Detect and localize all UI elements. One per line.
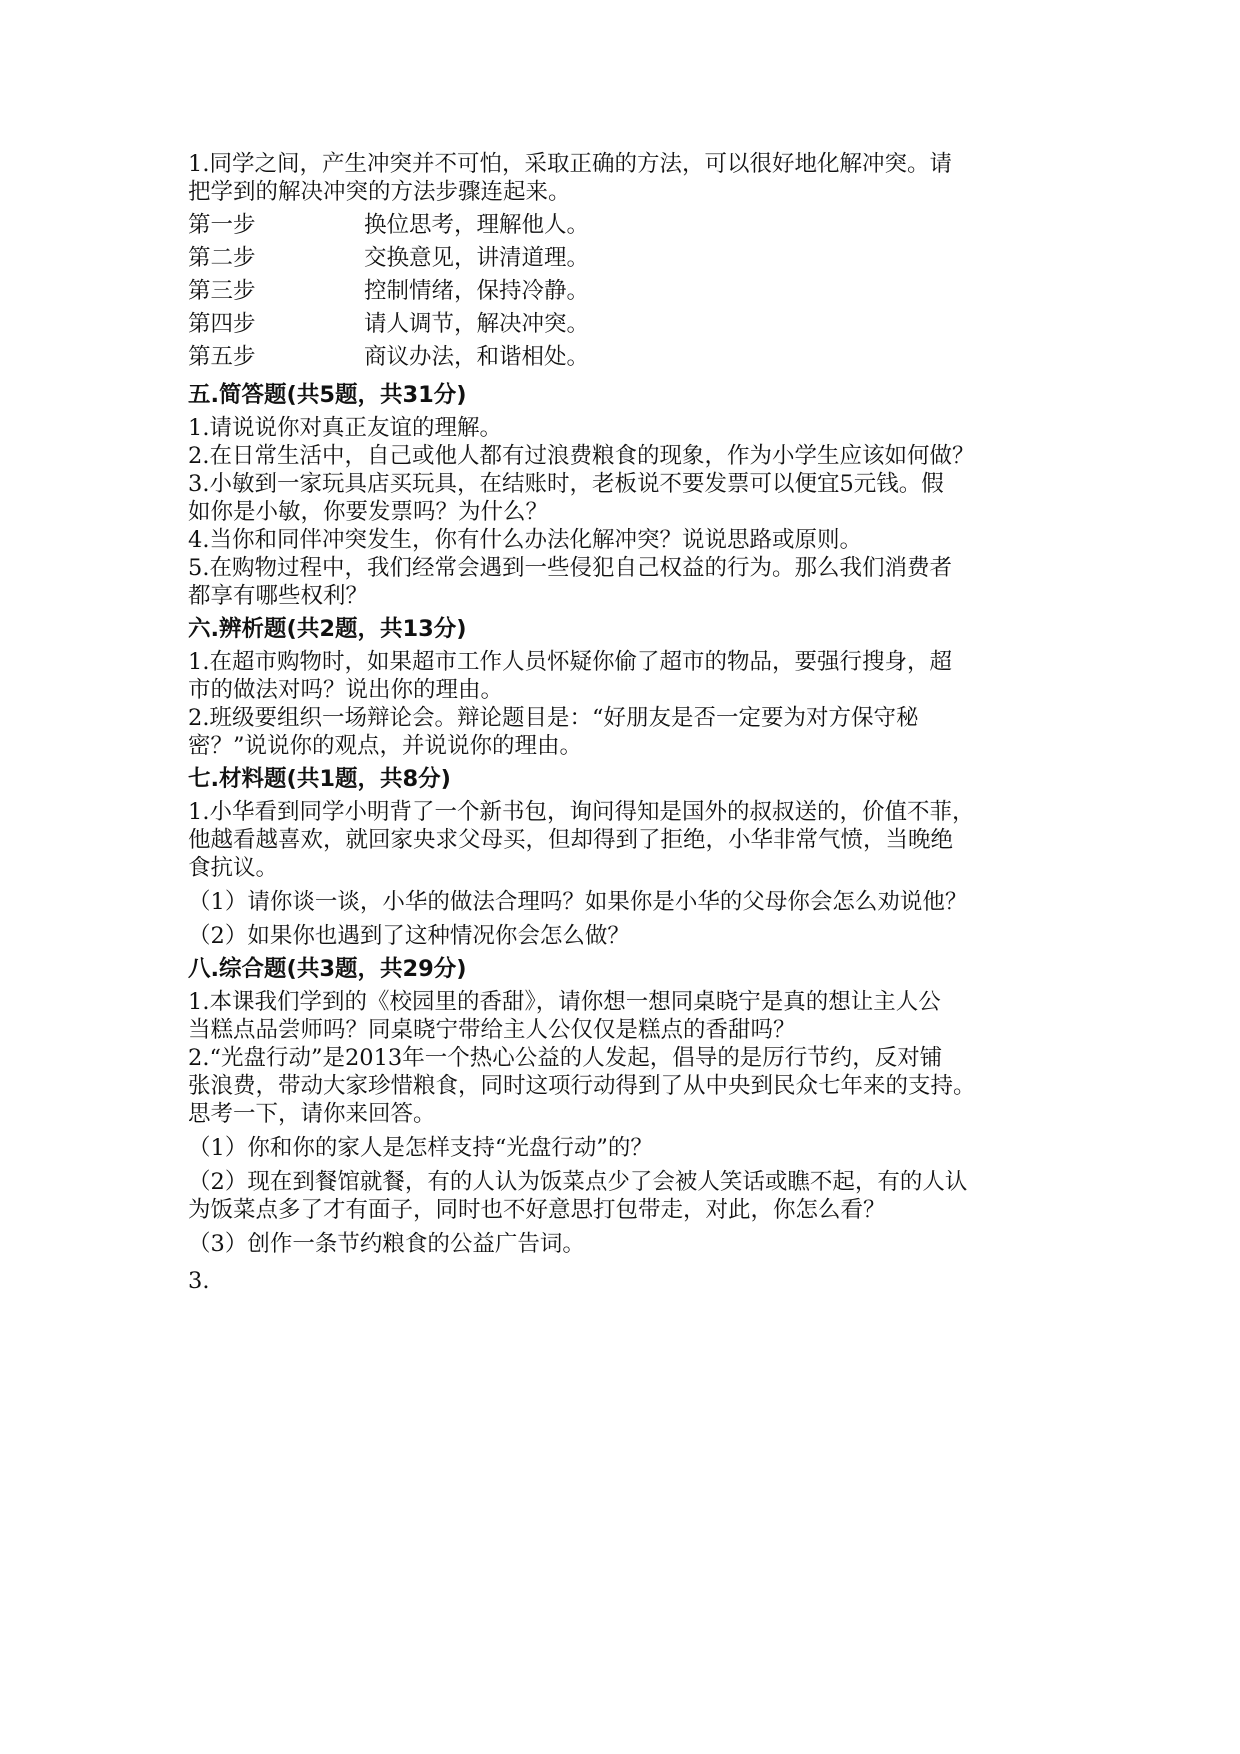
step-text: 交换意见，讲清道理。	[364, 245, 590, 271]
question-text: 当糕点品尝师吗？同桌晓宁带给主人公仅仅是糕点的香甜吗？	[188, 1017, 796, 1043]
sub-question: （2）现在到餐馆就餐，有的人认为饭菜点少了会被人笑话或瞧不起，有的人认	[188, 1169, 968, 1195]
question-text: 2.班级要组织一场辩论会。辩论题目是：“好朋友是否一定要为对方保守秘	[188, 705, 919, 731]
sub-question: （2）如果你也遇到了这种情况你会怎么做？	[188, 923, 630, 949]
step-row	[188, 310, 1058, 343]
question-text: 食抗议。	[188, 855, 279, 881]
question-text: 他越看越喜欢，就回家央求父母买，但却得到了拒绝，小华非常气愤，当晚绝	[188, 827, 954, 853]
question-text: 思考一下，请你来回答。	[188, 1101, 436, 1127]
section-heading: 八.综合题(共3题，共29分)	[188, 956, 467, 982]
question-text: 1.在超市购物时，如果超市工作人员怀疑你偷了超市的物品，要强行搜身，超	[188, 649, 952, 675]
step-row	[188, 343, 1058, 376]
section-heading: 七.材料题(共1题，共8分)	[188, 766, 451, 792]
question-text: 2.“光盘行动”是2013年一个热心公益的人发起，倡导的是厉行节约，反对铺	[188, 1045, 943, 1071]
sub-question: （1）请你谈一谈，小华的做法合理吗？如果你是小华的父母你会怎么劝说他？	[188, 889, 968, 915]
question-text: 把学到的解决冲突的方法步骤连起来。	[188, 179, 571, 205]
step-row	[188, 277, 1058, 310]
step-text: 控制情绪，保持冷静。	[364, 278, 590, 304]
question-text: 1.请说说你对真正友谊的理解。	[188, 415, 502, 441]
step-row	[188, 244, 1058, 277]
question-text: 1.同学之间，产生冲突并不可怕，采取正确的方法，可以很好地化解冲突。请	[188, 151, 952, 177]
sub-question: 为饭菜点多了才有面子，同时也不好意思打包带走，对此，你怎么看？	[188, 1197, 886, 1223]
question-number: 3.	[188, 1268, 210, 1294]
step-label: 第三步	[188, 278, 256, 304]
question-text: 1.本课我们学到的《校园里的香甜》，请你想一想同桌晓宁是真的想让主人公	[188, 989, 941, 1015]
question-text: 1.小华看到同学小明背了一个新书包，询问得知是国外的叔叔送的，价值不菲，	[188, 799, 975, 825]
step-label: 第五步	[188, 344, 256, 370]
step-label: 第四步	[188, 311, 256, 337]
step-text: 请人调节，解决冲突。	[364, 311, 590, 337]
section-analysis	[188, 614, 1058, 760]
section-heading: 五.简答题(共5题，共31分)	[188, 382, 467, 408]
section-heading: 六.辨析题(共2题，共13分)	[188, 616, 467, 642]
sub-question: （1）你和你的家人是怎样支持“光盘行动”的？	[188, 1135, 653, 1161]
question-text: 市的做法对吗？说出你的理由。	[188, 677, 504, 703]
section-short-answer	[188, 380, 1058, 610]
step-label: 第二步	[188, 245, 256, 271]
section-material	[188, 764, 1058, 950]
step-text: 商议办法，和谐相处。	[364, 344, 590, 370]
step-text: 换位思考，理解他人。	[364, 212, 590, 238]
question-text: 2.在日常生活中，自己或他人都有过浪费粮食的现象，作为小学生应该如何做？	[188, 443, 975, 469]
step-row	[188, 211, 1058, 244]
question-text: 4.当你和同伴冲突发生，你有什么办法化解冲突？说说思路或原则。	[188, 527, 862, 553]
question-text: 如你是小敏，你要发票吗？为什么？	[188, 499, 549, 525]
question-text: 5.在购物过程中，我们经常会遇到一些侵犯自己权益的行为。那么我们消费者	[188, 555, 952, 581]
question-matching	[188, 150, 1058, 376]
question-text: 张浪费，带动大家珍惜粮食，同时这项行动得到了从中央到民众七年来的支持。	[188, 1073, 976, 1099]
exam-page	[188, 150, 1058, 1295]
sub-question: （3）创作一条节约粮食的公益广告词。	[188, 1231, 585, 1257]
question-text: 密？”说说你的观点，并说说你的理由。	[188, 733, 583, 759]
question-text: 3.小敏到一家玩具店买玩具，在结账时，老板说不要发票可以便宜5元钱。假	[188, 471, 944, 497]
question-text: 都享有哪些权利？	[188, 583, 369, 609]
section-comprehensive	[188, 954, 1058, 1295]
step-label: 第一步	[188, 212, 256, 238]
